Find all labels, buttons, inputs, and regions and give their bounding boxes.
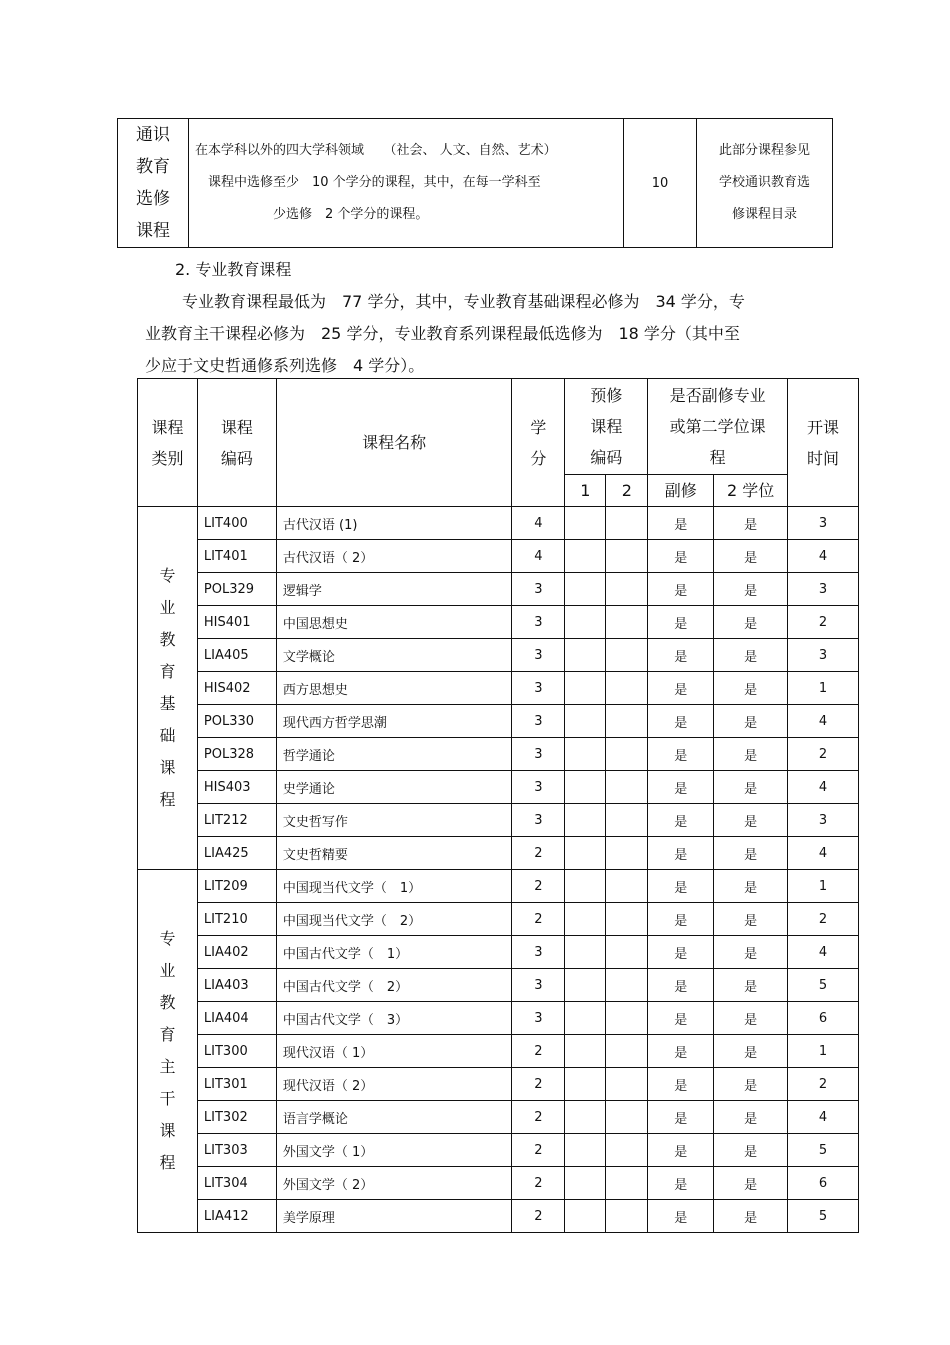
prereq-1-cell [565, 705, 606, 738]
minor-cell: 是 [648, 705, 714, 738]
header-prereq-2: 2 [606, 475, 648, 507]
prereq-2-cell [606, 573, 648, 606]
course-credit: 2 [512, 1167, 565, 1200]
course-name: 古代汉语（ 2） [276, 540, 512, 573]
prereq-2-cell [606, 969, 648, 1002]
second-degree-cell: 是 [714, 870, 788, 903]
course-credit: 4 [512, 507, 565, 540]
category-char: 课程 [136, 221, 170, 241]
group-category-char: 业 [159, 961, 176, 980]
group-category-char: 业 [159, 598, 176, 617]
course-code: LIA405 [197, 639, 276, 672]
prereq-2-cell [606, 1167, 648, 1200]
group-category-char: 专 [159, 566, 176, 585]
prereq-2-cell [606, 837, 648, 870]
minor-cell: 是 [648, 540, 714, 573]
course-code: POL328 [197, 738, 276, 771]
term-cell: 5 [788, 1200, 859, 1233]
prereq-1-cell [565, 870, 606, 903]
minor-cell: 是 [648, 1101, 714, 1134]
course-code: HIS402 [197, 672, 276, 705]
term-cell: 3 [788, 804, 859, 837]
second-degree-cell: 是 [714, 1068, 788, 1101]
description-line: 少选修 2 个学分的课程。 [195, 207, 429, 222]
header-minor-label: 副修 [648, 475, 714, 507]
term-cell: 1 [788, 672, 859, 705]
prereq-1-cell [565, 1101, 606, 1134]
course-name: 逻辑学 [276, 573, 512, 606]
course-name: 文史哲精要 [276, 837, 512, 870]
second-degree-cell: 是 [714, 1101, 788, 1134]
description-cell [189, 119, 624, 248]
prereq-1-cell [565, 573, 606, 606]
prereq-2-cell [606, 1002, 648, 1035]
table-row [138, 1002, 859, 1035]
prereq-1-cell [565, 837, 606, 870]
group-category-char: 干 [159, 1089, 176, 1108]
table-row [138, 1101, 859, 1134]
header-prereq: 预修 课程 编码 [565, 379, 648, 475]
category-char: 教育 [136, 157, 170, 177]
table-row [138, 639, 859, 672]
course-code: LIT301 [197, 1068, 276, 1101]
header-credit: 学 分 [512, 379, 565, 507]
note-cell [697, 119, 833, 248]
table-row [138, 969, 859, 1002]
term-cell: 3 [788, 573, 859, 606]
term-cell: 4 [788, 837, 859, 870]
course-name: 中国思想史 [276, 606, 512, 639]
paragraph-line: 业教育主干课程必修为 25 学分，专业教育系列课程最低选修为 18 学分（其中至 [145, 324, 740, 343]
prereq-2-cell [606, 1035, 648, 1068]
term-cell: 6 [788, 1167, 859, 1200]
term-cell: 4 [788, 705, 859, 738]
second-degree-cell: 是 [714, 738, 788, 771]
prereq-2-cell [606, 606, 648, 639]
prereq-1-cell [565, 1167, 606, 1200]
course-name: 现代汉语（ 2） [276, 1068, 512, 1101]
prereq-2-cell [606, 903, 648, 936]
prereq-2-cell [606, 705, 648, 738]
header-category: 课程 类别 [138, 379, 198, 507]
prereq-1-cell [565, 936, 606, 969]
course-credit: 3 [512, 606, 565, 639]
course-name: 中国现当代文学（ 1） [276, 870, 512, 903]
prereq-1-cell [565, 540, 606, 573]
course-credit: 3 [512, 705, 565, 738]
course-name: 外国文学（ 2） [276, 1167, 512, 1200]
course-code: LIA412 [197, 1200, 276, 1233]
header-prereq-1: 1 [565, 475, 606, 507]
group-category-char: 课 [159, 1121, 176, 1140]
course-name: 现代汉语（ 1） [276, 1035, 512, 1068]
course-credit: 3 [512, 804, 565, 837]
course-credit: 2 [512, 1134, 565, 1167]
course-credit: 3 [512, 969, 565, 1002]
course-credit: 3 [512, 672, 565, 705]
prereq-1-cell [565, 969, 606, 1002]
minor-cell: 是 [648, 936, 714, 969]
prereq-1-cell [565, 672, 606, 705]
description-line: 在本学科以外的四大学科领域 （社会、 人文、自然、艺术） [195, 143, 557, 158]
table-row [138, 1035, 859, 1068]
second-degree-cell: 是 [714, 573, 788, 606]
course-credit: 4 [512, 540, 565, 573]
minor-cell: 是 [648, 1200, 714, 1233]
course-code: LIA404 [197, 1002, 276, 1035]
second-degree-cell: 是 [714, 1200, 788, 1233]
group-category-char: 育 [159, 1025, 176, 1044]
course-code: LIT300 [197, 1035, 276, 1068]
table-row [138, 540, 859, 573]
table-row [138, 672, 859, 705]
minor-cell: 是 [648, 1035, 714, 1068]
header-term: 开课 时间 [788, 379, 859, 507]
prereq-2-cell [606, 1134, 648, 1167]
term-cell: 2 [788, 606, 859, 639]
term-cell: 6 [788, 1002, 859, 1035]
course-code: LIT210 [197, 903, 276, 936]
minor-cell: 是 [648, 804, 714, 837]
group-category-cell [138, 870, 198, 1233]
minor-cell: 是 [648, 639, 714, 672]
prereq-2-cell [606, 639, 648, 672]
table-row [138, 1167, 859, 1200]
course-credit: 2 [512, 1200, 565, 1233]
term-cell: 5 [788, 1134, 859, 1167]
prereq-1-cell [565, 903, 606, 936]
table-row [138, 903, 859, 936]
table-row [138, 771, 859, 804]
minor-cell: 是 [648, 507, 714, 540]
term-cell: 1 [788, 1035, 859, 1068]
term-cell: 3 [788, 507, 859, 540]
course-code: LIT302 [197, 1101, 276, 1134]
second-degree-cell: 是 [714, 903, 788, 936]
table-row [138, 804, 859, 837]
prereq-2-cell [606, 1200, 648, 1233]
course-code: LIT401 [197, 540, 276, 573]
course-name: 西方思想史 [276, 672, 512, 705]
group-category-cell [138, 507, 198, 870]
course-code: HIS401 [197, 606, 276, 639]
prereq-2-cell [606, 870, 648, 903]
prereq-2-cell [606, 771, 648, 804]
table-row [138, 870, 859, 903]
prereq-2-cell [606, 1068, 648, 1101]
group-category-char: 基 [159, 694, 176, 713]
course-name: 中国现当代文学（ 2） [276, 903, 512, 936]
table-row [138, 606, 859, 639]
course-credit: 3 [512, 1002, 565, 1035]
course-name: 现代西方哲学思潮 [276, 705, 512, 738]
prereq-1-cell [565, 1035, 606, 1068]
note-line: 此部分课程参见 [718, 143, 810, 158]
second-degree-cell: 是 [714, 1134, 788, 1167]
term-cell: 2 [788, 738, 859, 771]
category-char: 通识 [136, 125, 170, 145]
prereq-2-cell [606, 540, 648, 573]
header-code: 课程 编码 [197, 379, 276, 507]
minor-cell: 是 [648, 1068, 714, 1101]
course-name: 中国古代文学（ 2） [276, 969, 512, 1002]
prereq-1-cell [565, 507, 606, 540]
course-name: 美学原理 [276, 1200, 512, 1233]
description-line: 课程中选修至少 10 个学分的课程，其中，在每一学科至 [195, 175, 541, 190]
header-name: 课程名称 [276, 379, 512, 507]
course-code: LIT304 [197, 1167, 276, 1200]
prereq-2-cell [606, 672, 648, 705]
course-code: POL330 [197, 705, 276, 738]
course-name: 语言学概论 [276, 1101, 512, 1134]
second-degree-cell: 是 [714, 1167, 788, 1200]
note-line: 修课程目录 [731, 207, 797, 222]
minor-cell: 是 [648, 771, 714, 804]
category-cell [118, 119, 189, 248]
minor-cell: 是 [648, 672, 714, 705]
credits-cell: 10 [624, 119, 697, 248]
table-row [138, 507, 859, 540]
term-cell: 1 [788, 870, 859, 903]
minor-cell: 是 [648, 837, 714, 870]
minor-cell: 是 [648, 969, 714, 1002]
second-degree-cell: 是 [714, 705, 788, 738]
course-name: 史学通论 [276, 771, 512, 804]
prereq-1-cell [565, 771, 606, 804]
category-char: 选修 [136, 189, 170, 209]
prereq-2-cell [606, 507, 648, 540]
second-degree-cell: 是 [714, 540, 788, 573]
course-credit: 3 [512, 771, 565, 804]
course-table [137, 378, 859, 1233]
minor-cell: 是 [648, 870, 714, 903]
note-line: 学校通识教育选 [718, 175, 810, 190]
group-category-char: 程 [159, 790, 176, 809]
course-credit: 2 [512, 837, 565, 870]
course-code: HIS403 [197, 771, 276, 804]
second-degree-cell: 是 [714, 804, 788, 837]
prereq-2-cell [606, 738, 648, 771]
table-row [138, 1068, 859, 1101]
second-degree-cell: 是 [714, 1035, 788, 1068]
course-credit: 2 [512, 903, 565, 936]
table-row [138, 1134, 859, 1167]
term-cell: 2 [788, 1068, 859, 1101]
header-second-degree: 2 学位 [714, 475, 788, 507]
course-credit: 2 [512, 870, 565, 903]
minor-cell: 是 [648, 738, 714, 771]
course-name: 中国古代文学（ 1） [276, 936, 512, 969]
prereq-1-cell [565, 1002, 606, 1035]
course-code: LIA403 [197, 969, 276, 1002]
prereq-1-cell [565, 1068, 606, 1101]
course-body [138, 507, 859, 1233]
minor-cell: 是 [648, 606, 714, 639]
course-code: POL329 [197, 573, 276, 606]
term-cell: 4 [788, 540, 859, 573]
prereq-1-cell [565, 1134, 606, 1167]
group-category-char: 程 [159, 1153, 176, 1172]
header-minor: 是否副修专业 或第二学位课 程 [648, 379, 788, 475]
course-name: 文学概论 [276, 639, 512, 672]
term-cell: 3 [788, 639, 859, 672]
course-credit: 2 [512, 1101, 565, 1134]
second-degree-cell: 是 [714, 837, 788, 870]
group-category-char: 主 [159, 1057, 176, 1076]
minor-cell: 是 [648, 1134, 714, 1167]
second-degree-cell: 是 [714, 936, 788, 969]
group-category-char: 教 [159, 630, 176, 649]
group-category-char: 育 [159, 662, 176, 681]
prereq-2-cell [606, 1101, 648, 1134]
term-cell: 4 [788, 1101, 859, 1134]
second-degree-cell: 是 [714, 639, 788, 672]
course-name: 哲学通论 [276, 738, 512, 771]
second-degree-cell: 是 [714, 1002, 788, 1035]
table-row [138, 573, 859, 606]
term-cell: 4 [788, 936, 859, 969]
course-credit: 3 [512, 639, 565, 672]
table-row [138, 936, 859, 969]
minor-cell: 是 [648, 1002, 714, 1035]
course-code: LIT209 [197, 870, 276, 903]
group-category-char: 课 [159, 758, 176, 777]
term-cell: 2 [788, 903, 859, 936]
course-code: LIT212 [197, 804, 276, 837]
course-credit: 3 [512, 738, 565, 771]
table-row [138, 738, 859, 771]
prereq-2-cell [606, 804, 648, 837]
term-cell: 4 [788, 771, 859, 804]
group-category-char: 础 [159, 726, 176, 745]
minor-cell: 是 [648, 1167, 714, 1200]
course-name: 中国古代文学（ 3） [276, 1002, 512, 1035]
second-degree-cell: 是 [714, 606, 788, 639]
table-row [138, 705, 859, 738]
course-credit: 2 [512, 1035, 565, 1068]
prereq-2-cell [606, 936, 648, 969]
course-code: LIA402 [197, 936, 276, 969]
course-name: 外国文学（ 1） [276, 1134, 512, 1167]
general-education-table [117, 118, 833, 248]
course-code: LIT400 [197, 507, 276, 540]
course-name: 文史哲写作 [276, 804, 512, 837]
second-degree-cell: 是 [714, 969, 788, 1002]
second-degree-cell: 是 [714, 507, 788, 540]
course-credit: 2 [512, 1068, 565, 1101]
prereq-1-cell [565, 804, 606, 837]
group-category-char: 教 [159, 993, 176, 1012]
course-credit: 3 [512, 573, 565, 606]
paragraph-line: 少应于文史哲通修系列选修 4 学分）。 [145, 356, 425, 375]
table-row [138, 837, 859, 870]
prereq-1-cell [565, 639, 606, 672]
prereq-1-cell [565, 606, 606, 639]
course-code: LIT303 [197, 1134, 276, 1167]
second-degree-cell: 是 [714, 672, 788, 705]
prereq-1-cell [565, 738, 606, 771]
paragraph-line: 专业教育课程最低为 77 学分，其中，专业教育基础课程必修为 34 学分，专 [182, 292, 745, 311]
term-cell: 5 [788, 969, 859, 1002]
section-heading: 2. 专业教育课程 [175, 260, 292, 279]
course-credit: 3 [512, 936, 565, 969]
prereq-1-cell [565, 1200, 606, 1233]
course-code: LIA425 [197, 837, 276, 870]
course-name: 古代汉语 (1) [276, 507, 512, 540]
group-category-char: 专 [159, 929, 176, 948]
second-degree-cell: 是 [714, 771, 788, 804]
table-row [138, 1200, 859, 1233]
minor-cell: 是 [648, 903, 714, 936]
minor-cell: 是 [648, 573, 714, 606]
